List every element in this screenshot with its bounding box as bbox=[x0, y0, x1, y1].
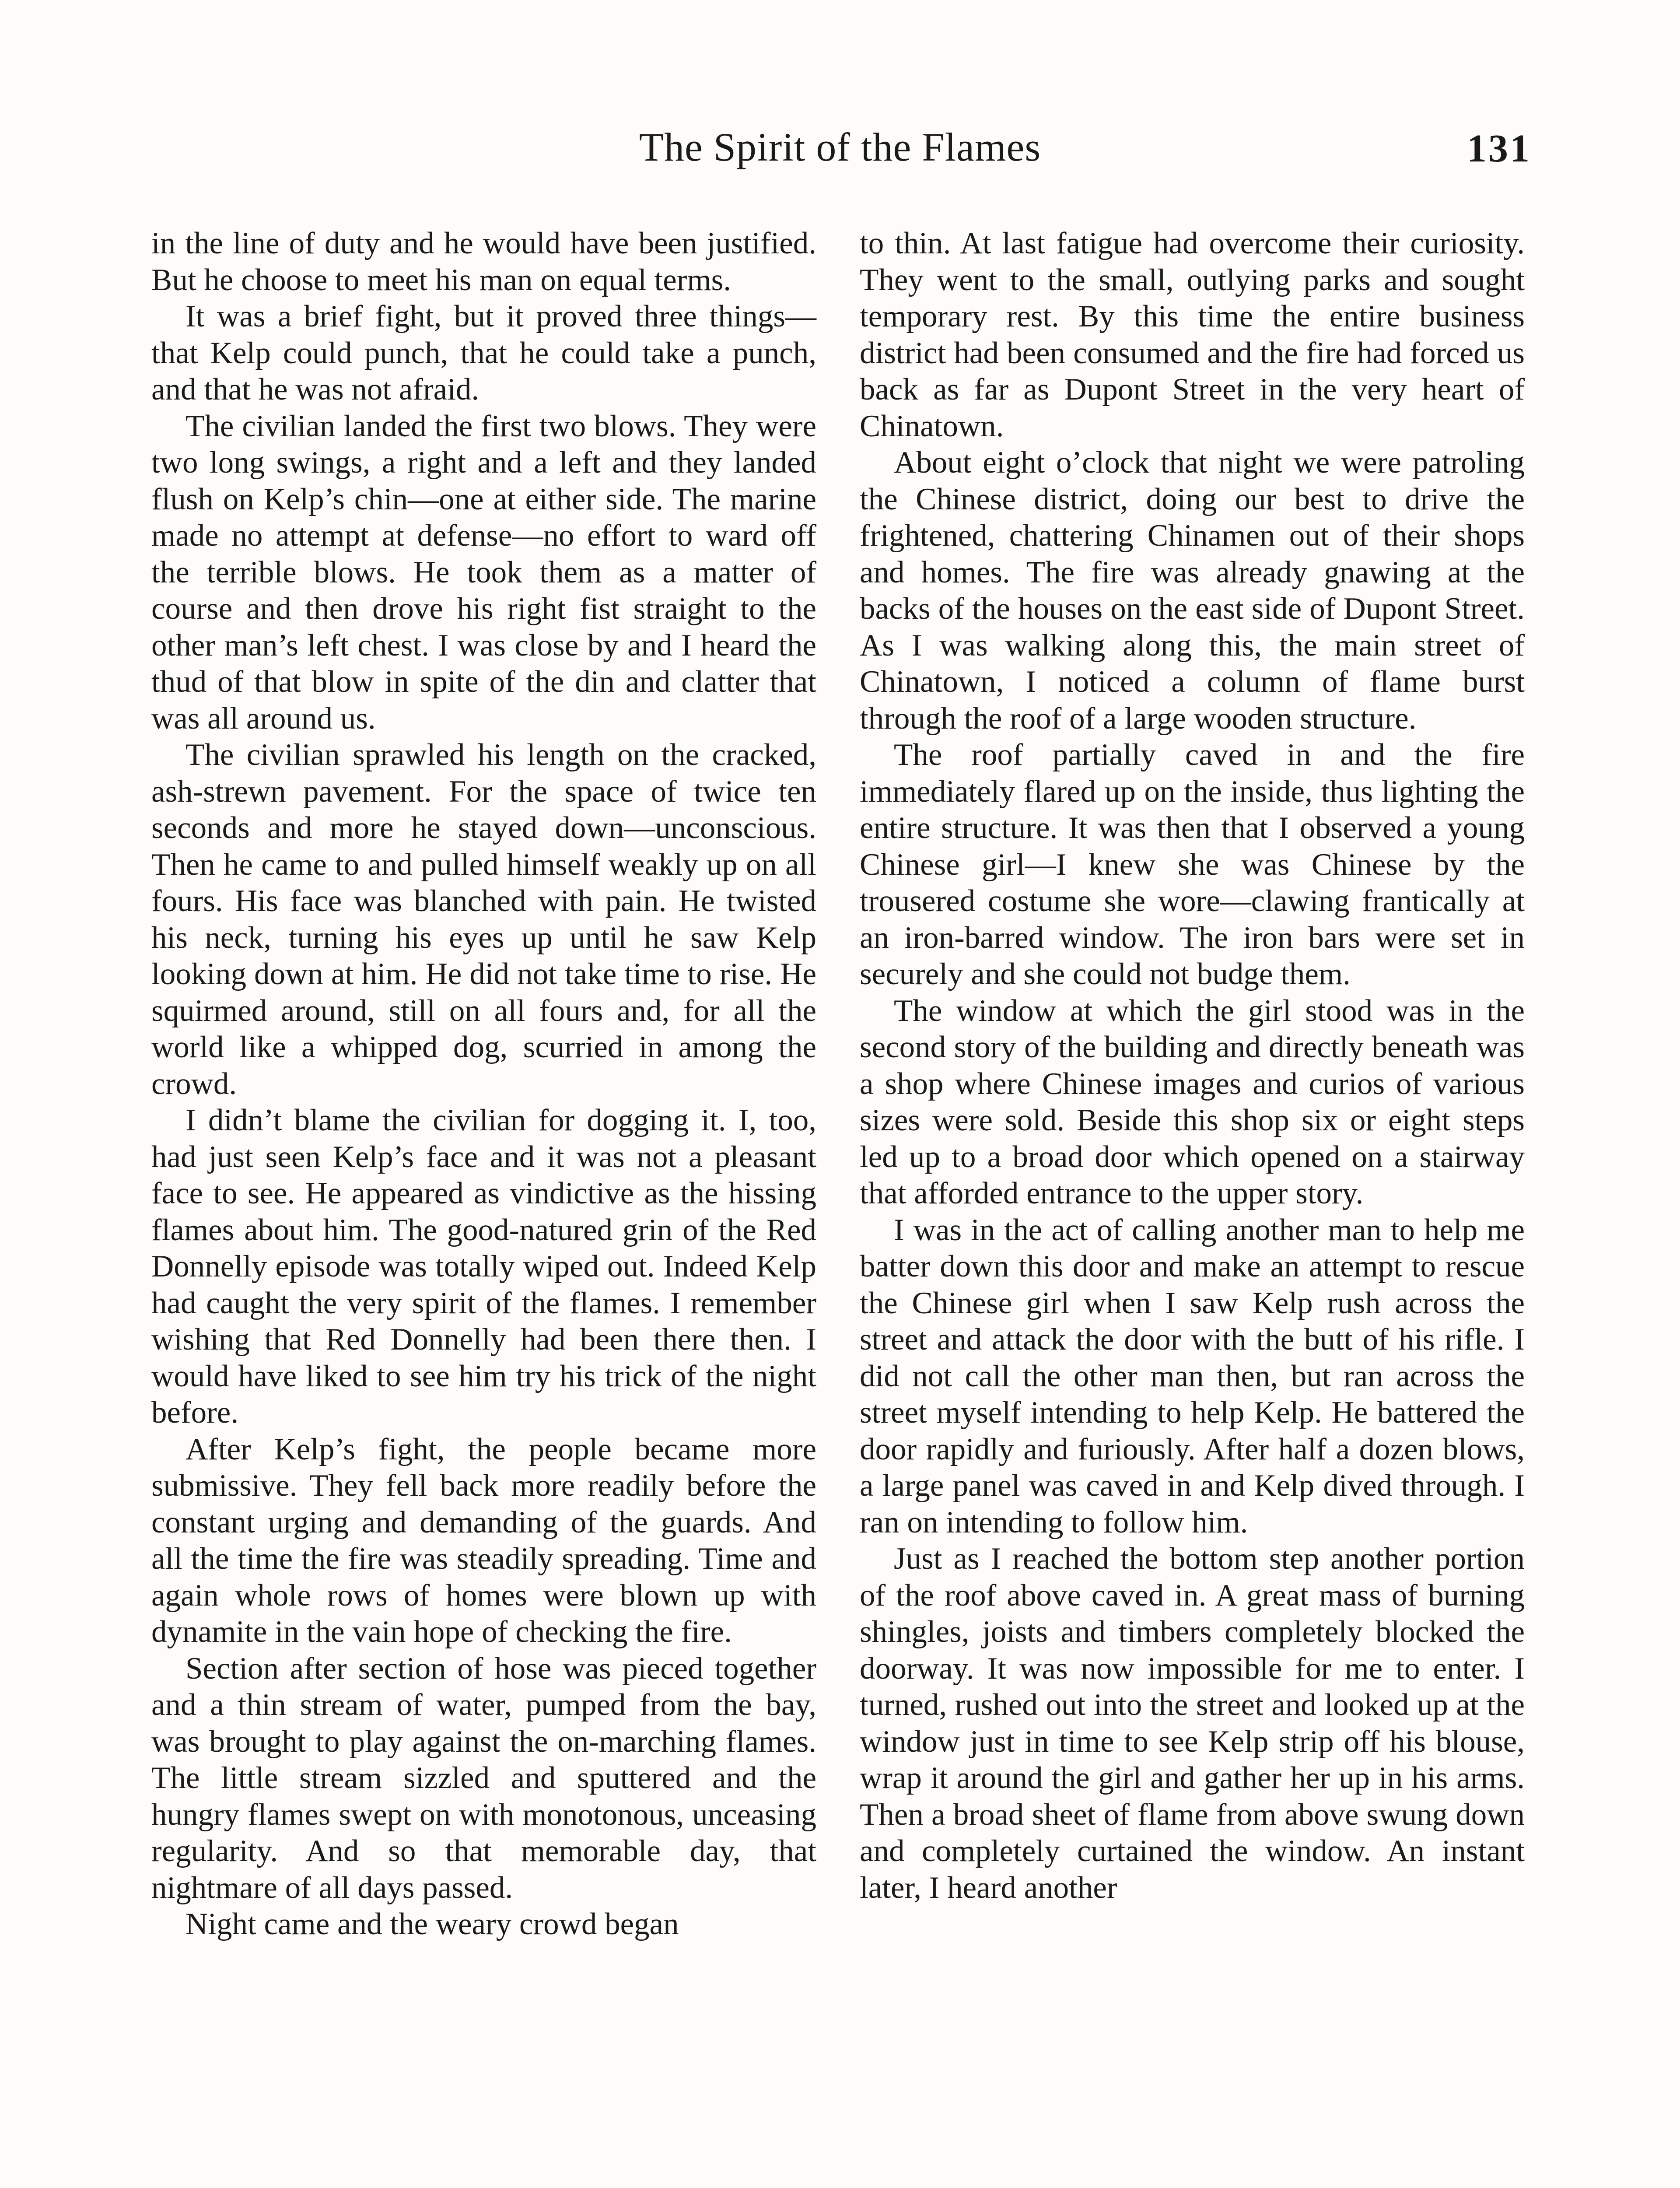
paragraph: Night came and the weary crowd began bbox=[186, 1907, 679, 1941]
paragraph: The roof partially caved in and the fire immediately flared up on the inside, thus lighting the entire structure. It was then that I observed a young Chinese girl—I knew she was Chinese by the trousered costume she wore—clawing frantically at an iron-barred window. The iron bars were set in securely and she could not budge them. bbox=[860, 738, 1525, 991]
paragraph: The civilian landed the first two blows. They were two long swings, a right and a left and they landed flush on Kelp’s chin—one at either side. The marine made no attempt at defense—no effort to ward off the terrible blows. He took them as a matter of course and then drove his right fist straight to the other man’s left chest. I was close by and I heard the thud of that blow in spite of the din and clatter that was all around us. bbox=[151, 409, 816, 736]
paragraph: I didn’t blame the civilian for dogging it. I, too, had just seen Kelp’s face and it was not a pleasant face to see. He appeared as vindictive as the hissing flames about him. The good-natured grin of the Red Donnelly episode was totally wiped out. Indeed Kelp had caught the very spirit of the flames. I remember wishing that Red Donnelly had been there then. I would have liked to see him try his trick of the night before. bbox=[151, 1103, 816, 1430]
paragraph: Section after section of hose was pieced together and a thin stream of water, pumped from the bay, was brought to play against the on-marching flames. The little stream sizzled and sputtered and the hungry flames swept on with monotonous, unceasing regularity. And so that memorable day, that nightmare of all days passed. bbox=[151, 1651, 816, 1905]
paragraph: I was in the act of calling another man to help me batter down this door and make an attempt to rescue the Chinese girl when I saw Kelp rush across the street and attack the door with the butt of his rifle. I did not call the other man then, but ran across the street myself intending to help Kelp. He battered the door rapidly and furiously. After half a dozen blows, a large panel was caved in and Kelp dived through. I ran on intending to follow him. bbox=[860, 1213, 1525, 1539]
paragraph: The civilian sprawled his length on the cracked, ash-strewn pavement. For the space of twice ten seconds and more he stayed down—unconscious. Then he came to and pulled himself weakly up on all fours. His face was blanched with pain. He twisted his neck, turning his eyes up until he saw Kelp looking down at him. He did not take time to rise. He squirmed around, still on all fours and, for all the world like a whipped dog, scurried in among the crowd. bbox=[151, 738, 816, 1101]
paragraph: in the line of duty and he would have been justified. But he choose to meet his man on equal terms. bbox=[151, 226, 816, 297]
page-number: 131 bbox=[1467, 127, 1531, 170]
right-column bbox=[860, 225, 1525, 1906]
paragraph: to thin. At last fatigue had overcome their curiosity. They went to the small, outlying parks and sought temporary rest. By this time the entire business district had been consumed and the fire had forced us back as far as Dupont Street in the very heart of Chinatown. bbox=[860, 226, 1525, 443]
paragraph: After Kelp’s fight, the people became more submissive. They fell back more readily before the constant urging and demanding of the guards. And all the time the fire was steadily spreading. Time and again whole rows of homes were blown up with dynamite in the vain hope of checking the fire. bbox=[151, 1432, 816, 1649]
paragraph: Just as I reached the bottom step another portion of the roof above caved in. A great mass of burning shingles, joists and timbers completely blocked the doorway. It was now impossible for me to enter. I turned, rushed out into the street and looked up at the window just in time to see Kelp strip off his blouse, wrap it around the girl and gather her up in his arms. Then a broad sheet of flame from above swung down and completely curtained the window. An instant later, I heard another bbox=[860, 1542, 1525, 1905]
paragraph: It was a brief fight, but it proved three things—that Kelp could punch, that he could take a punch, and that he was not afraid. bbox=[151, 299, 816, 407]
paragraph: About eight o’clock that night we were patroling the Chinese district, doing our best to drive the frightened, chattering Chinamen out of their shops and homes. The fire was already gnawing at the backs of the houses on the east side of Dupont Street. As I was walking along this, the main street of Chinatown, I noticed a column of flame burst through the roof of a large wooden structure. bbox=[860, 445, 1525, 736]
left-column bbox=[151, 225, 816, 1943]
page-title: The Spirit of the Flames bbox=[639, 125, 1041, 169]
paragraph: The window at which the girl stood was in the second story of the building and directly beneath was a shop where Chinese images and curios of various sizes were sold. Beside this shop six or eight steps led up to a broad door which opened on a stairway that afforded entrance to the upper story. bbox=[860, 993, 1525, 1210]
